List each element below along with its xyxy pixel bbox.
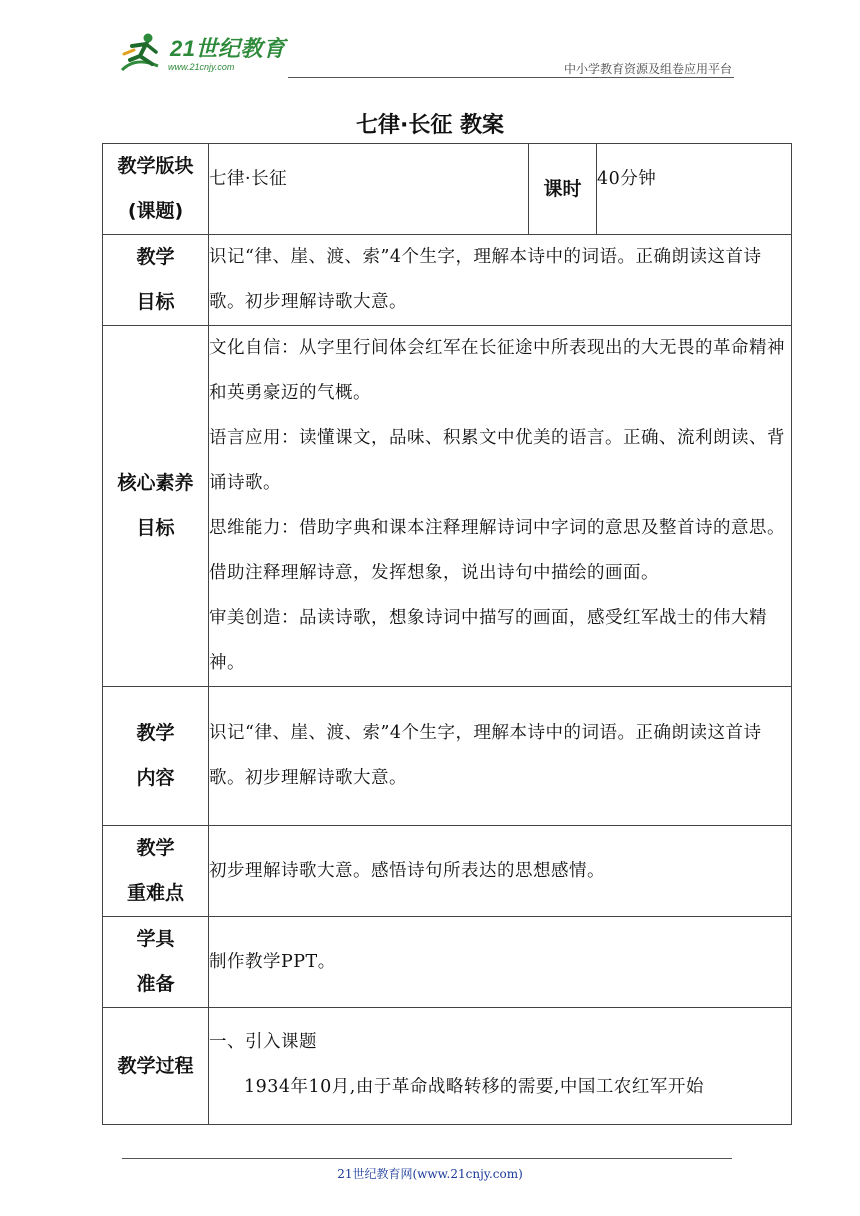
topic-label-line2: (课题) [127, 200, 184, 222]
difficulty-label-line2: 重难点 [126, 882, 184, 904]
topic-row [103, 144, 792, 235]
tools-label [103, 917, 209, 1008]
process-text [209, 1008, 792, 1125]
page-header [0, 0, 860, 80]
page-title: 七律·长征 教案 [355, 113, 505, 138]
objectives-label-line2: 目标 [136, 291, 175, 313]
tools-text: 制作教学PPT。 [209, 917, 792, 1008]
logo-url: www.21cnjy.com [168, 62, 235, 72]
core-label-line1: 核心素养 [117, 472, 194, 494]
core-aesthetic-paragraph: 审美创造：品读诗歌，想象诗词中描写的画面，感受红军战士的伟大精神。 [209, 608, 767, 673]
content-label-line2: 内容 [136, 767, 175, 789]
lesson-plan-table [102, 143, 792, 1125]
header-divider [288, 77, 734, 78]
topic-label-line1: 教学版块 [117, 155, 194, 177]
content-label-line1: 教学 [136, 722, 175, 744]
logo [118, 30, 288, 80]
content-text: 识记“律、崖、渡、索”4个生字，理解本诗中的词语。正确朗读这首诗歌。初步理解诗歌大意。 [209, 687, 792, 826]
core-thinking-paragraph: 思维能力：借助字典和课本注释理解诗词中字词的意思及整首诗的意思。借助注释理解诗意，发挥想象，说出诗句中描绘的画面。 [209, 518, 785, 583]
difficulty-label-line1: 教学 [136, 837, 175, 859]
footer-text: 21世纪教育网(www.21cnjy.com) [337, 1167, 523, 1181]
tools-label-line2: 准备 [136, 973, 175, 995]
content-row [103, 687, 792, 826]
tools-row [103, 917, 792, 1008]
tools-label-line1: 学具 [136, 928, 175, 950]
footer-divider [122, 1158, 732, 1159]
core-literacy-label [103, 326, 209, 687]
core-literacy-row [103, 326, 792, 687]
objectives-label [103, 235, 209, 326]
core-culture-paragraph: 文化自信：从字里行间体会红军在长征途中所表现出的大无畏的革命精神和英勇豪迈的气概。 [209, 338, 785, 403]
objectives-row [103, 235, 792, 326]
objectives-text: 识记“律、崖、渡、索”4个生字，理解本诗中的词语。正确朗读这首诗歌。初步理解诗歌大意。 [209, 235, 792, 326]
difficulty-label [103, 826, 209, 917]
runner-logo-icon [118, 30, 166, 76]
process-paragraph: 1934年10月,由于革命战略转移的需要,中国工农红军开始 [244, 1077, 704, 1097]
platform-caption: 中小学教育资源及组卷应用平台 [563, 62, 732, 76]
logo-text: 21世纪教育 [170, 36, 286, 61]
topic-value: 七律·长征 [209, 144, 529, 235]
content-label [103, 687, 209, 826]
difficulty-row [103, 826, 792, 917]
period-label: 课时 [529, 144, 597, 235]
objectives-label-line1: 教学 [136, 246, 175, 268]
core-label-line2: 目标 [136, 517, 175, 539]
process-row [103, 1008, 792, 1125]
process-heading: 一、引入课题 [209, 1032, 317, 1052]
period-value: 40分钟 [597, 144, 792, 235]
core-literacy-text [209, 326, 792, 687]
topic-label [103, 144, 209, 235]
difficulty-text: 初步理解诗歌大意。感悟诗句所表达的思想感情。 [209, 826, 792, 917]
core-language-paragraph: 语言应用：读懂课文，品味、积累文中优美的语言。正确、流利朗读、背诵诗歌。 [209, 428, 785, 493]
process-label: 教学过程 [103, 1008, 209, 1125]
